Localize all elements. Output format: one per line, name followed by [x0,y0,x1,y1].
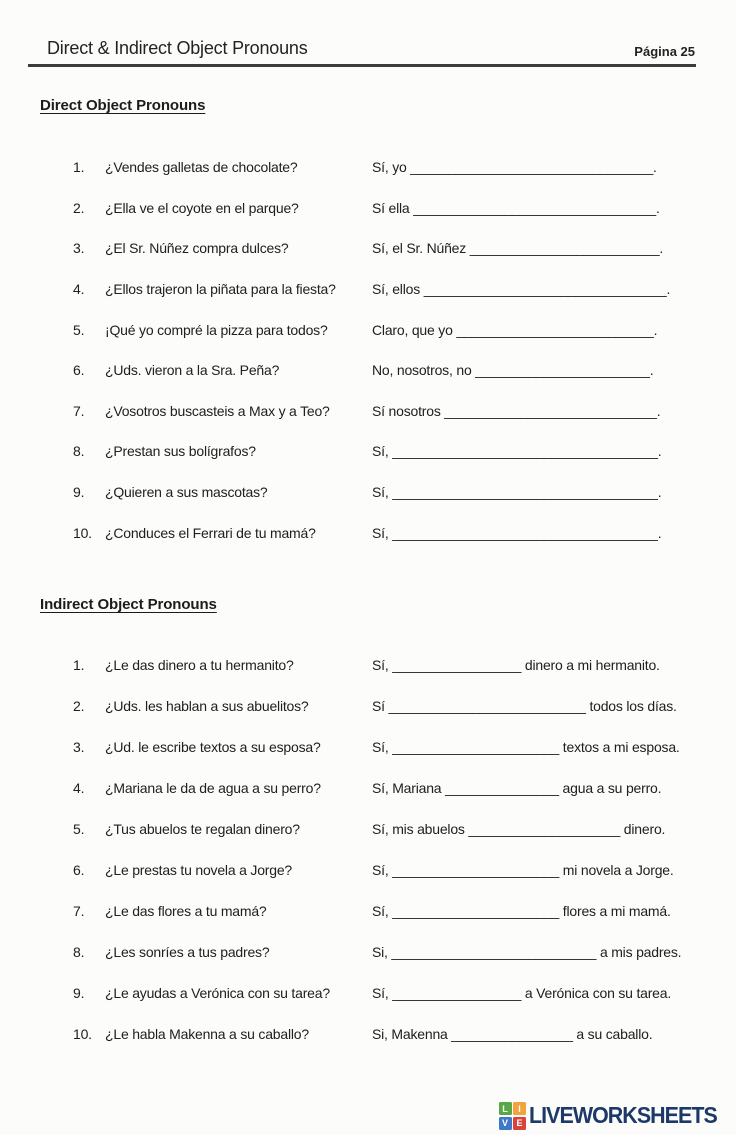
answer-blank[interactable]: Sí, _________________ dinero a mi hermanito. [372,656,660,673]
question-text: ¿Tus abuelos te regalan dinero? [105,820,300,837]
answer-blank[interactable]: Sí __________________________ todos los días. [372,697,677,714]
question-text: ¿Uds. vieron a la Sra. Peña? [105,362,280,379]
item-number: 7. [73,902,85,919]
question-text: ¿Uds. les hablan a sus abuelitos? [105,697,309,714]
exercise-row [0,472,736,513]
exercise-row [0,512,736,553]
answer-blank[interactable]: Sí, yo ________________________________. [372,159,657,176]
answer-blank[interactable]: Sí ella ________________________________. [372,199,660,216]
answer-blank[interactable]: Sí nosotros ____________________________. [372,402,661,419]
direct-object-exercises [0,147,736,553]
question-text: ¿Le das dinero a tu hermanito? [105,656,294,673]
exercise-row [0,808,736,849]
exercise-row [0,849,736,890]
item-number: 8. [73,943,85,960]
exercise-row [0,972,736,1013]
answer-blank[interactable]: Sí, ___________________________________. [372,443,662,460]
item-number: 3. [73,240,85,257]
exercise-row [0,269,736,310]
answer-blank[interactable]: Sí, ______________________ textos a mi esposa. [372,738,680,755]
liveworksheets-grid-icon [499,1102,527,1130]
question-text: ¿Prestan sus bolígrafos? [105,443,256,460]
answer-blank[interactable]: Si, Makenna ________________ a su caballo. [372,1025,653,1042]
answer-blank[interactable]: Claro, que yo __________________________. [372,321,658,338]
exercise-row [0,147,736,188]
header-divider [28,64,696,67]
item-number: 6. [73,861,85,878]
item-number: 2. [73,697,85,714]
exercise-row [0,350,736,391]
brand-wordmark: LIVEWORKSHEETS [529,1102,717,1129]
question-text: ¡Qué yo compré la pizza para todos? [105,321,328,338]
exercise-row [0,931,736,972]
question-text: ¿El Sr. Núñez compra dulces? [105,240,289,257]
logo-tile: L [499,1102,512,1115]
liveworksheets-logo[interactable] [499,1102,731,1130]
question-text: ¿Ud. le escribe textos a su esposa? [105,738,321,755]
question-text: ¿Mariana le da de agua a su perro? [105,779,321,796]
answer-blank[interactable]: Si, ___________________________ a mis padres. [372,943,682,960]
exercise-row [0,228,736,269]
item-number: 10. [73,1025,92,1042]
section-heading-direct: Direct Object Pronouns [40,97,206,114]
answer-blank[interactable]: Sí, ______________________ mi novela a Jorge. [372,861,674,878]
exercise-row [0,1013,736,1054]
exercise-row [0,685,736,726]
question-text: ¿Quieren a sus mascotas? [105,484,268,501]
question-text: ¿Vosotros buscasteis a Max y a Teo? [105,402,330,419]
question-text: ¿Les sonríes a tus padres? [105,943,270,960]
answer-blank[interactable]: Sí, mis abuelos ____________________ dinero. [372,820,666,837]
item-number: 7. [73,402,85,419]
exercise-row [0,391,736,432]
question-text: ¿Le prestas tu novela a Jorge? [105,861,293,878]
exercise-row [0,890,736,931]
item-number: 3. [73,738,85,755]
page-title: Direct & Indirect Object Pronouns [47,38,308,58]
exercise-row [0,431,736,472]
item-number: 5. [73,321,85,338]
answer-blank[interactable]: Sí, Mariana _______________ agua a su perro. [372,779,662,796]
item-number: 9. [73,984,85,1001]
answer-blank[interactable]: Sí, ___________________________________. [372,484,662,501]
question-text: ¿Le ayudas a Verónica con su tarea? [105,984,330,1001]
item-number: 1. [73,159,85,176]
answer-blank[interactable]: Sí, el Sr. Núñez _________________________. [372,240,664,257]
exercise-row [0,309,736,350]
exercise-row [0,726,736,767]
item-number: 8. [73,443,85,460]
question-text: ¿Le das flores a tu mamá? [105,902,267,919]
item-number: 5. [73,820,85,837]
exercise-row [0,767,736,808]
exercise-row [0,644,736,685]
item-number: 9. [73,484,85,501]
item-number: 4. [73,281,85,298]
logo-tile: E [513,1117,526,1130]
answer-blank[interactable]: Sí, ellos ________________________________. [372,281,671,298]
answer-blank[interactable]: Sí, ______________________ flores a mi mamá. [372,902,671,919]
logo-tile: V [499,1117,512,1130]
question-text: ¿Vendes galletas de chocolate? [105,159,298,176]
item-number: 10. [73,524,92,541]
answer-blank[interactable]: Sí, _________________ a Verónica con su tarea. [372,984,672,1001]
question-text: ¿Conduces el Ferrari de tu mamá? [105,524,316,541]
exercise-row [0,188,736,229]
indirect-object-exercises [0,644,736,1054]
question-text: ¿Le habla Makenna a su caballo? [105,1025,309,1042]
item-number: 2. [73,199,85,216]
section-heading-indirect: Indirect Object Pronouns [40,596,217,613]
question-text: ¿Ellos trajeron la piñata para la fiesta? [105,281,336,298]
item-number: 1. [73,656,85,673]
logo-tile: I [513,1102,526,1115]
page-number-label: Página 25 [634,44,695,59]
answer-blank[interactable]: Sí, ___________________________________. [372,524,662,541]
question-text: ¿Ella ve el coyote en el parque? [105,199,299,216]
item-number: 4. [73,779,85,796]
answer-blank[interactable]: No, nosotros, no _______________________. [372,362,654,379]
item-number: 6. [73,362,85,379]
